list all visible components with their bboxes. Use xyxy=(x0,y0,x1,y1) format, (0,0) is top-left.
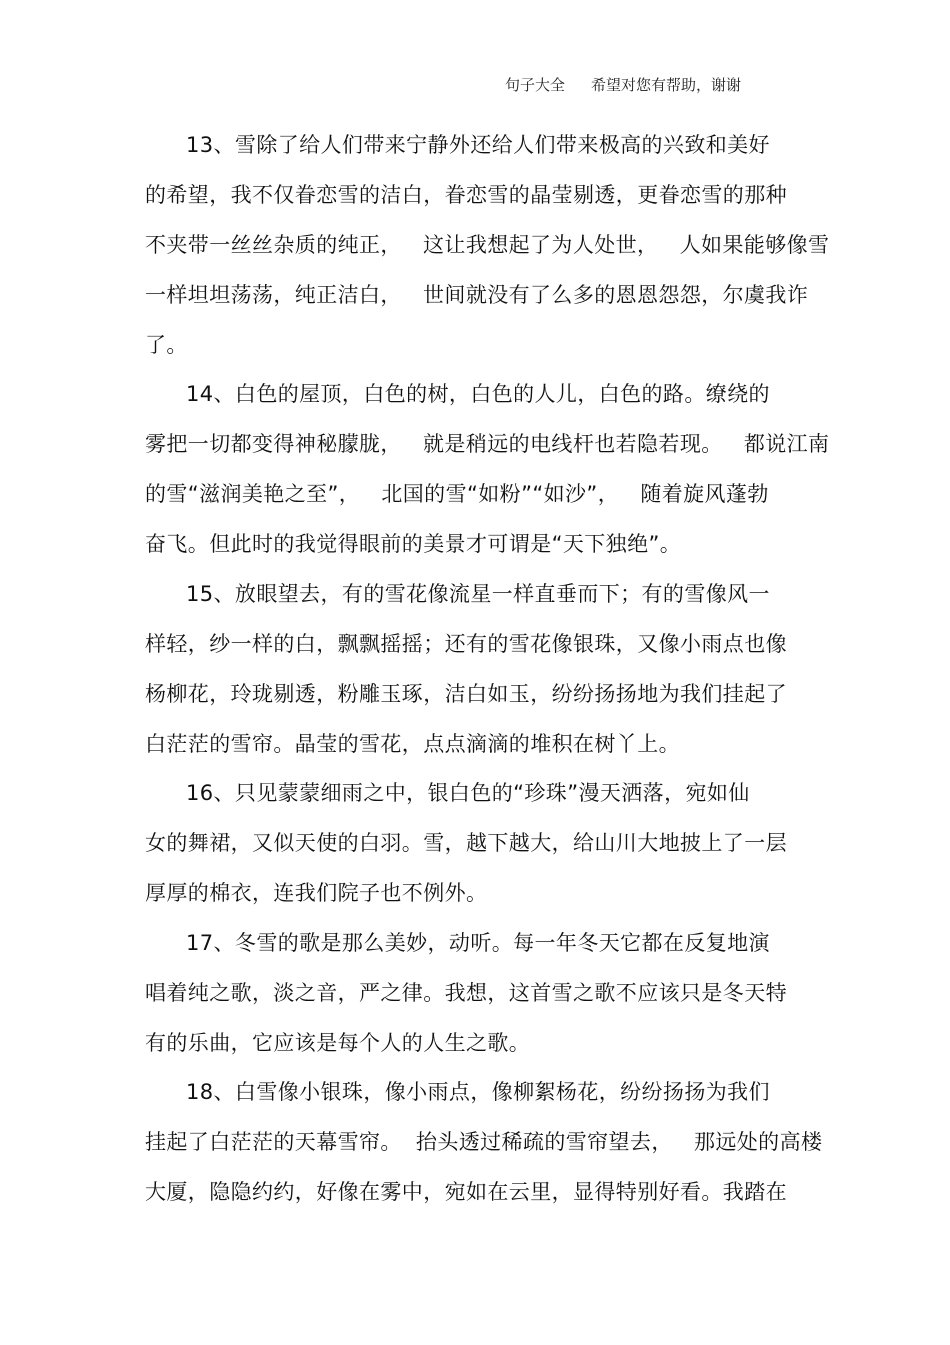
paragraph-13-line-3: 不夹带一丝丝杂质的纯正， 这让我想起了为人处世， 人如果能够像雪 xyxy=(145,233,830,257)
paragraph-17-line-3: 有的乐曲，它应该是每个人的人生之歌。 xyxy=(145,1031,531,1055)
paragraph-18-line-1: 18、白雪像小银珠，像小雨点，像柳絮杨花，纷纷扬扬为我们 xyxy=(186,1080,770,1104)
paragraph-13-line-1: 13、雪除了给人们带来宁静外还给人们带来极高的兴致和美好 xyxy=(186,133,770,157)
paragraph-16-line-3: 厚厚的棉衣，连我们院子也不例外。 xyxy=(145,881,488,905)
paragraph-17-line-1: 17、冬雪的歌是那么美妙，动听。每一年冬天它都在反复地演 xyxy=(186,931,770,955)
paragraph-15-line-4: 白茫茫的雪帘。晶莹的雪花，点点滴滴的堆积在树丫上。 xyxy=(145,732,680,756)
header-right-text: 希望对您有帮助，谢谢 xyxy=(591,76,742,94)
paragraph-15-line-1: 15、放眼望去，有的雪花像流星一样直垂而下；有的雪像风一 xyxy=(186,582,770,606)
paragraph-13-line-4: 一样坦坦荡荡，纯正洁白， 世间就没有了么多的恩恩怨怨，尔虞我诈 xyxy=(145,283,809,307)
paragraph-17-line-2: 唱着纯之歌，淡之音，严之律。我想，这首雪之歌不应该只是冬天特 xyxy=(145,981,787,1005)
paragraph-14-line-3: 的雪“滋润美艳之至”， 北国的雪“如粉”“如沙”， 随着旋风蓬勃 xyxy=(145,482,769,506)
paragraph-16-line-1: 16、只见蒙蒙细雨之中，银白色的“珍珠”漫天洒落，宛如仙 xyxy=(186,781,750,805)
paragraph-15-line-3: 杨柳花，玲珑剔透，粉雕玉琢，洁白如玉，纷纷扬扬地为我们挂起了 xyxy=(145,682,787,706)
paragraph-15-line-2: 样轻，纱一样的白，飘飘摇摇；还有的雪花像银珠，又像小雨点也像 xyxy=(145,632,787,656)
paragraph-14-line-2: 雾把一切都变得神秘朦胧， 就是稍远的电线杆也若隐若现。 都说江南 xyxy=(145,432,830,456)
paragraph-13-line-5: 了。 xyxy=(145,333,188,357)
paragraph-14-line-4: 奋飞。但此时的我觉得眼前的美景才可谓是“天下独绝”。 xyxy=(145,532,682,556)
paragraph-16-line-2: 女的舞裙，又似天使的白羽。雪，越下越大，给山川大地披上了一层 xyxy=(145,831,787,855)
header-left-text: 句子大全 xyxy=(505,76,566,94)
paragraph-18-line-3: 大厦，隐隐约约，好像在雾中，宛如在云里，显得特别好看。我踏在 xyxy=(145,1180,787,1204)
paragraph-14-line-1: 14、白色的屋顶，白色的树，白色的人儿，白色的路。缭绕的 xyxy=(186,382,770,406)
paragraph-18-line-2: 挂起了白茫茫的天幕雪帘。 抬头透过稀疏的雪帘望去， 那远处的高楼 xyxy=(145,1130,823,1154)
page-header xyxy=(505,74,741,95)
paragraph-13-line-2: 的希望，我不仅眷恋雪的洁白，眷恋雪的晶莹剔透，更眷恋雪的那种 xyxy=(145,183,787,207)
